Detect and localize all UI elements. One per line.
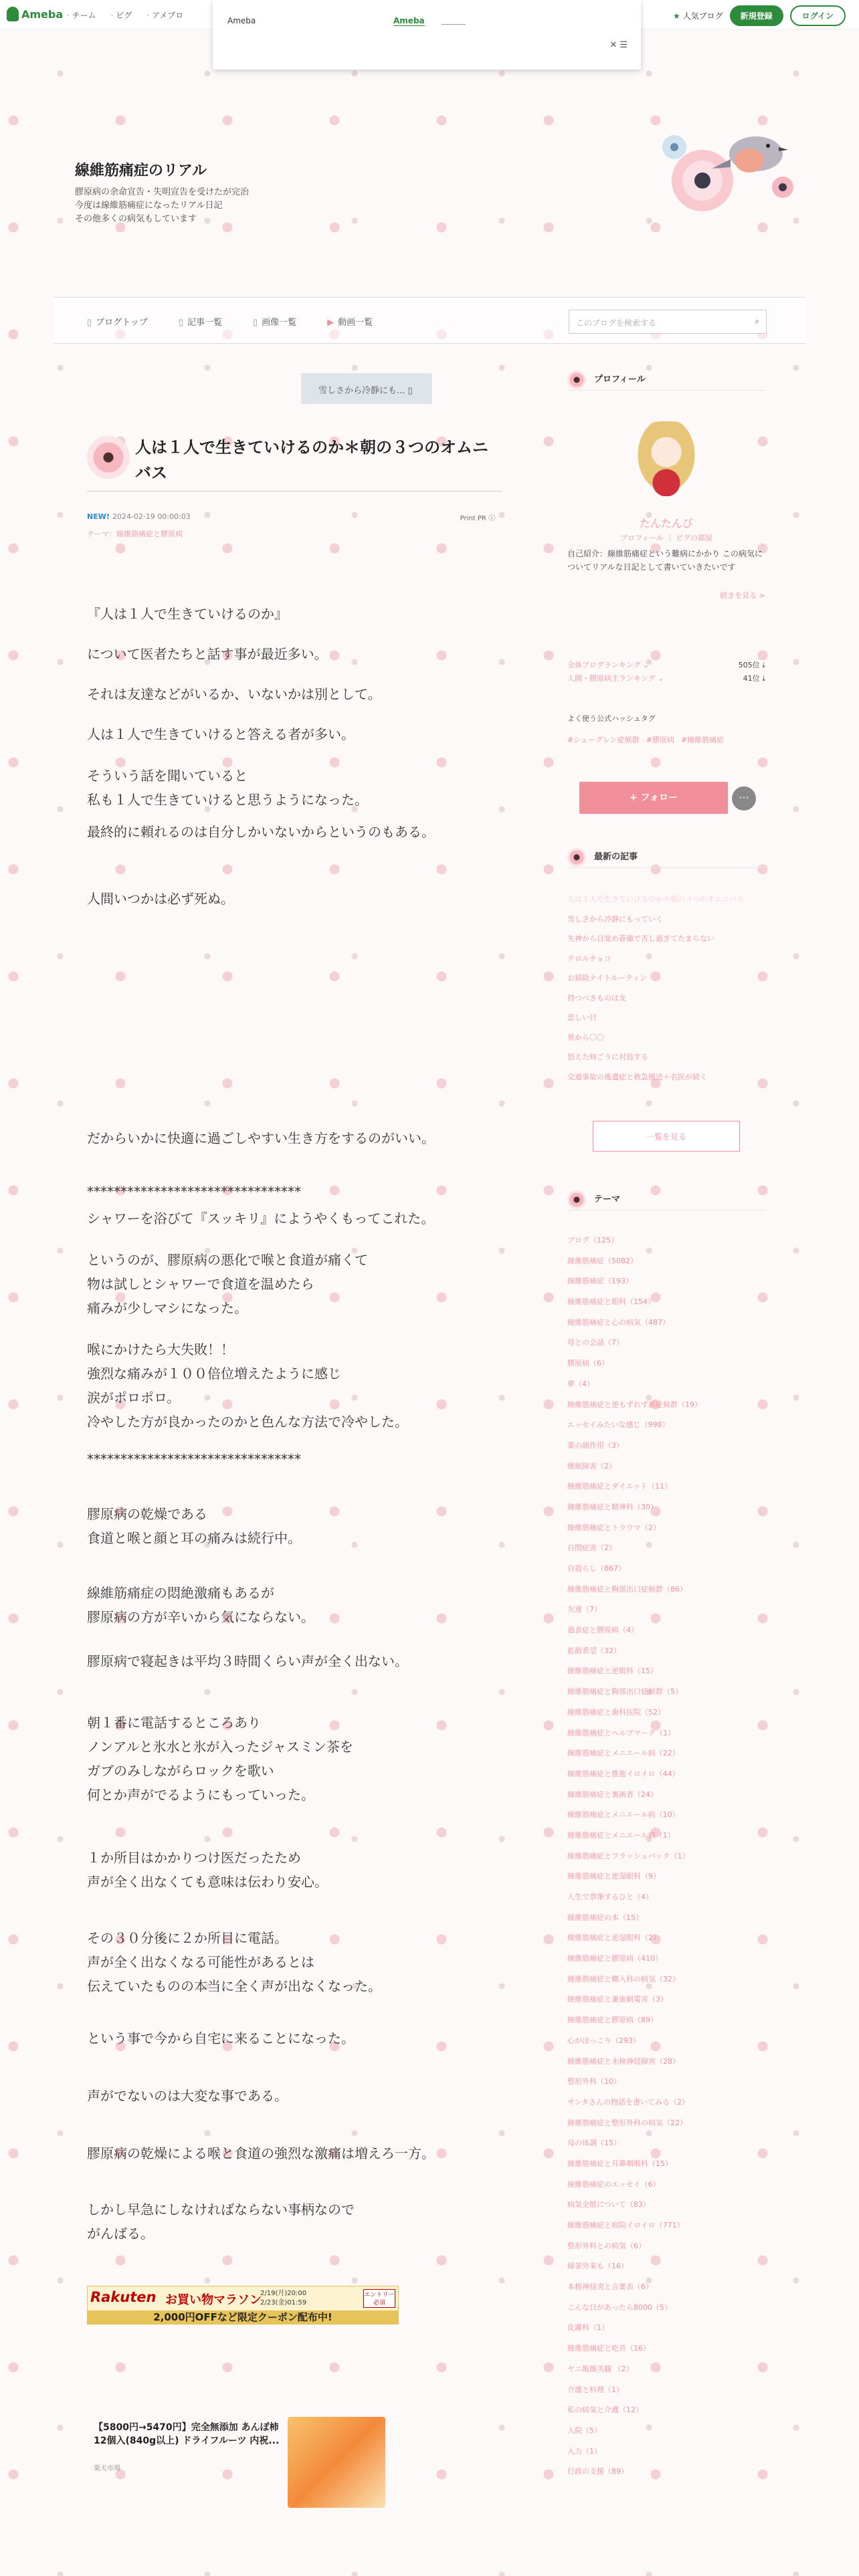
- entry-paragraph: 膠原病で寝起きは平均３時間くらい声が全く出ない。: [87, 1653, 408, 1669]
- theme-item[interactable]: 線維筋痛症と吃音（16）: [567, 2344, 650, 2353]
- top-right-actions: [673, 5, 846, 26]
- banner-coupon: 2,000円OFFなど限定クーポン配布中!: [88, 2311, 398, 2324]
- theme-item[interactable]: 線維筋痛症とトラウマ（2）: [567, 1523, 660, 1532]
- theme-item[interactable]: 線維筋痛症と胸部出口症候群（86）: [567, 1584, 687, 1594]
- theme-item[interactable]: ヤニ飯顔美観 （2）: [567, 2364, 634, 2373]
- theme-item[interactable]: 自殺らし（867）: [567, 1564, 626, 1573]
- theme-item[interactable]: 線維筋痛症と推進イロイロ（44）: [567, 1769, 680, 1778]
- nav-label: 動画一覧: [338, 318, 373, 328]
- rakuten-logo: Rakuten: [90, 2289, 157, 2305]
- theme-item[interactable]: 入生で恭筆するひと（4）: [567, 1893, 653, 1901]
- rakuten-banner[interactable]: [87, 2286, 399, 2325]
- login-button[interactable]: ログイン: [790, 5, 846, 26]
- hashtag-heading: よく使う公式ハッシュタグ: [567, 714, 656, 723]
- recent-entry[interactable]: テロルチョコ: [567, 954, 611, 963]
- theme-item[interactable]: 線維筋痛症とフラッシュバック（1）: [567, 1851, 690, 1860]
- register-button[interactable]: 新規登録: [730, 5, 783, 26]
- rank-label: 人間・膠原病主ランキング ⌄: [567, 674, 664, 683]
- entry-paragraph: 膠原病の乾燥による喉と食道の強烈な激痛は増えろ一方。: [87, 2145, 435, 2161]
- theme-item[interactable]: 線維筋痛症とメニエール病（10）: [567, 1810, 680, 1820]
- popup-close-icon[interactable]: ✕ ☰: [609, 40, 628, 50]
- hashtag[interactable]: #線維筋痛症: [680, 736, 725, 744]
- recent-heading: 最新の記事: [567, 847, 765, 868]
- theme-item[interactable]: 線維筋痛症と逆湿眼科（9）: [567, 1872, 660, 1881]
- entry-meta: [87, 512, 191, 521]
- hashtag[interactable]: #シェーグレン症候群: [567, 736, 640, 744]
- banner-date-end: 2/23(金)01:59: [260, 2299, 307, 2306]
- banner-campaign: お買い物マラソン: [165, 2293, 262, 2307]
- search-icon[interactable]: ⌕: [755, 316, 759, 326]
- theme-item[interactable]: 緑茶外来も（16）: [567, 2262, 628, 2271]
- notice-icon: ▯: [407, 386, 413, 396]
- follow-more-button[interactable]: ···: [732, 786, 756, 811]
- blog-header: [54, 80, 805, 301]
- entry-paragraph: １か所目はかかりつけ医だったため 声が全く出なくても意味は伝わり安心。: [87, 1850, 328, 1890]
- profile-more-link[interactable]: 続きを見る >: [720, 591, 765, 600]
- hashtag[interactable]: #膠原病: [646, 736, 674, 744]
- title-divider: [87, 491, 502, 492]
- video-icon: ▶: [327, 318, 335, 328]
- recent-entries: [567, 889, 765, 1087]
- entry-paragraph: というのが、膠原病の悪化で喉と食道が痛くて 物は試しとシャワーで食道を温めたら 痛みが少しマシになった。: [87, 1252, 368, 1316]
- theme-item[interactable]: 線維筋痛症と裏画者（24）: [567, 1790, 658, 1799]
- entry-paragraph: 線維筋痛症の悶絶激痛もあるが 膠原病の方が辛いから気にならない。: [87, 1585, 314, 1625]
- ameba-popup: [213, 0, 641, 70]
- theme-prefix: テーマ：: [87, 530, 116, 538]
- theme-item[interactable]: 線維筋痛症と逆眼科（15）: [567, 1667, 658, 1676]
- popup-title: Ameba: [227, 16, 256, 25]
- entry-author-icon: [87, 436, 130, 479]
- blog-search-input[interactable]: [569, 310, 767, 334]
- home-icon: ▯: [87, 318, 92, 328]
- theme-item[interactable]: 線維筋痛症の本（15）: [567, 1913, 643, 1922]
- entry-paragraph: 朝１番に電話するところあり ノンアルと氷水と氷が入ったジャスミン茶を ガブのみしながらロックを歌い 何とか声がでるようにもっていった。: [87, 1715, 353, 1803]
- theme-item[interactable]: 線維筋痛症とメニエール病（22）: [567, 1749, 680, 1758]
- recent-entry[interactable]: 失神から目覚め蒼備で苦し過ぎてたまらない: [567, 934, 714, 943]
- banner-date-start: 2/19(月)20:00: [260, 2290, 307, 2297]
- theme-item[interactable]: 線維筋痛症と精神科（30）: [567, 1502, 658, 1511]
- recent-entry[interactable]: 持つべきものは友: [567, 993, 626, 1002]
- popup-link[interactable]: Ameba: [393, 16, 425, 25]
- theme-item[interactable]: 母との会話（7）: [567, 1338, 624, 1348]
- theme-item[interactable]: 睡眠障害（2）: [567, 1461, 616, 1471]
- entry-paragraph: という事で今から自宅に来ることになった。: [87, 2030, 355, 2046]
- recent-entry[interactable]: 異から〇〇: [567, 1033, 604, 1042]
- rank-value: 41位 ⤓: [743, 674, 765, 683]
- recent-entry[interactable]: 雪しさから冷静にもっていく: [567, 914, 663, 924]
- theme-item[interactable]: 介護と料理（1）: [567, 2385, 624, 2394]
- theme-item[interactable]: 線維筋痛症とヘルプマーク（1）: [567, 1728, 675, 1737]
- theme-item[interactable]: 線維筋痛症と購入科の病気（32）: [567, 1974, 680, 1983]
- search-placeholder: このブログを検索する: [576, 318, 657, 328]
- notice-text: 雪しさから冷静にも...: [318, 386, 405, 396]
- theme-item[interactable]: 線維筋痛症と歯科医院（52）: [567, 1707, 665, 1717]
- top-nav-ameblo[interactable]: · アメブロ: [147, 9, 183, 21]
- theme-item[interactable]: 整形外科（10）: [567, 2077, 621, 2086]
- theme-item[interactable]: 線維筋痛症と胸部出口症候群（5）: [567, 1687, 682, 1697]
- theme-item[interactable]: 行政の支援（89）: [567, 2467, 628, 2476]
- theme-item[interactable]: ブログ（125）: [567, 1236, 618, 1245]
- theme-item[interactable]: 線維筋痛症と未検神経障害（28）: [567, 2056, 680, 2066]
- top-nav-pigg[interactable]: · ピグ: [111, 9, 132, 21]
- follow-button[interactable]: + フォロー: [579, 782, 728, 814]
- new-badge: NEW!: [87, 512, 110, 521]
- theme-item[interactable]: 線維筋痛症と整形外科の病気（22）: [567, 2118, 687, 2127]
- theme-list: [567, 1230, 765, 2482]
- nav-label: 記事一覧: [187, 318, 222, 328]
- entry-paragraph: しかし早急にしなければならない事柄なので がんばる。: [87, 2202, 355, 2242]
- recent-entry[interactable]: お掃除ナイトルーティン: [567, 974, 648, 982]
- entry-paragraph: だからいかに快適に過ごしやすい生き方をするのがいい。: [87, 1130, 435, 1146]
- entry-paragraph: そういう話を聞いていると 私も１人で生きていけると思うようになった。: [87, 768, 368, 808]
- nav-label: ブログトップ: [96, 318, 148, 328]
- entry-paragraph: 人は１人で生きていけると答える者が多い。: [87, 726, 355, 742]
- theme-item[interactable]: サンタさんの物語を書いてみる（2）: [567, 2097, 690, 2107]
- blog-description-line: 膠原病の余命宣告・失明宣告を受けたが完治: [75, 187, 250, 197]
- theme-item[interactable]: 線維筋痛症とメニエール病（1）: [567, 1830, 675, 1840]
- entry-paragraph: 喉にかけたら大失敗！！ 強烈な痛みが１００倍位増えたように感じ 涙がポロポロ。 冷やした方が良かったのかと色んな方法で冷やした。: [87, 1341, 408, 1430]
- entry-paragraph: 声がでないのは大変な事である。: [87, 2088, 288, 2104]
- product-ad[interactable]: [87, 2394, 399, 2508]
- rank-value: 505位 ⤓: [738, 661, 765, 669]
- entry-paragraph: 膠原病の乾燥である 食道と喉と顔と耳の痛みは続行中。: [87, 1506, 301, 1546]
- view-list-button[interactable]: 一覧を見る: [593, 1121, 740, 1152]
- theme-item[interactable]: エッセイみたいな感じ（998）: [567, 1420, 670, 1430]
- theme-heading: テーマ: [567, 1189, 765, 1210]
- entry-date: 2024-02-19 00:00:03: [112, 512, 191, 521]
- profile-name[interactable]: たんたんび: [639, 517, 693, 530]
- entry-column: [87, 361, 502, 2501]
- theme-item[interactable]: 線維筋痛症と眼科（154）: [567, 1297, 655, 1307]
- theme-item[interactable]: 心がほっこり（293）: [567, 2036, 640, 2045]
- notice-bar[interactable]: [301, 373, 432, 404]
- ameba-logo-text: Ameba: [21, 7, 64, 21]
- theme-item[interactable]: 線維筋痛症とダイエット（11）: [567, 1482, 672, 1491]
- theme-item[interactable]: 自閉症害（2）: [567, 1543, 616, 1553]
- blog-description-line: その他多くの病気もしています: [75, 214, 197, 224]
- theme-item[interactable]: 入力（1）: [567, 2446, 601, 2456]
- banner-entry-badge: エントリー必須: [363, 2289, 395, 2308]
- recent-entry[interactable]: 交通事故の後遺症と救急搬送＋名医が続く: [567, 1072, 707, 1081]
- recent-entry[interactable]: 怒えた時ごうに対処する: [567, 1053, 648, 1061]
- theme-item[interactable]: 本格神経炎と言葉表（6）: [567, 2282, 653, 2292]
- entry-paragraph: シャワーを浴びて『スッキリ』にようやくもってこれた。: [87, 1210, 435, 1226]
- top-nav: [67, 9, 183, 21]
- ameba-logo[interactable]: [7, 7, 63, 21]
- rank-genre[interactable]: [567, 673, 765, 683]
- theme-item[interactable]: 母の体調（15）: [567, 2139, 621, 2148]
- blog-description: [75, 186, 249, 226]
- theme-item[interactable]: 線維筋痛症と逆もずれず新症候群（19）: [567, 1400, 702, 1409]
- image-icon: ▯: [252, 318, 258, 328]
- recent-entry[interactable]: 恋しい日: [567, 1013, 597, 1022]
- ad-product-image[interactable]: [288, 2417, 385, 2508]
- entry-paragraph: 『人は１人で生きていけるのか』: [87, 606, 288, 622]
- recent-entry[interactable]: 人は１人で生きていけるのか＊朝の３つのオムニバス: [567, 895, 744, 903]
- entry-paragraph: その３０分後に２か所目に電話。 声が全く出なくなる可能性があるとは 伝えていたものの本当に全く声が出なくなった。: [87, 1930, 381, 1994]
- theme-item[interactable]: 病気全般について（83）: [567, 2200, 650, 2210]
- theme-item[interactable]: 薬の副作用（3）: [567, 1440, 624, 1450]
- theme-item[interactable]: 膠原病（6）: [567, 1359, 609, 1368]
- theme-item[interactable]: 線維筋痛症と膠原病（89）: [567, 2016, 658, 2025]
- ameba-logo-icon: [7, 7, 19, 21]
- theme-link[interactable]: 線維筋痛症と膠原病: [116, 530, 183, 538]
- blog-title[interactable]: 線維筋痛症のリアル: [75, 163, 207, 179]
- profile-heading: プロフィール: [567, 369, 765, 391]
- theme-item[interactable]: 友達（7）: [567, 1605, 601, 1614]
- theme-item[interactable]: 入院（5）: [567, 2426, 601, 2435]
- profile-avatar[interactable]: [634, 421, 698, 496]
- entry-paragraph: 人間いつかは必ず死ぬ。: [87, 891, 234, 907]
- nav-image-list[interactable]: [253, 315, 296, 328]
- entry-paragraph: について医者たちと話す事が最近多い。: [87, 646, 328, 662]
- theme-item[interactable]: 線維筋痛症（5082）: [567, 1256, 638, 1265]
- blog-description-line: 今度は線維筋痛症になったリアル日記: [75, 201, 223, 211]
- theme-item[interactable]: 拡散希望（32）: [567, 1646, 621, 1655]
- banner-dates: [260, 2289, 306, 2308]
- hashtag-list: [567, 734, 724, 745]
- entry-paragraph: それは友達などがいるか、いないかは別として。: [87, 686, 381, 702]
- sidebar: [567, 369, 765, 2509]
- theme-item[interactable]: こんな日があったら8000（5）: [567, 2302, 672, 2312]
- theme-item[interactable]: 線維筋痛症のエッセイ（6）: [567, 2179, 660, 2189]
- theme-item[interactable]: 皮膚科（1）: [567, 2323, 609, 2333]
- entry-theme: [87, 528, 183, 539]
- profile-description: 自己紹介：線維筋痛症という難病にかかり この病気についてリアルな日記として書いていきたいです: [567, 549, 763, 572]
- ad-title[interactable]: 【5800円→5470円】完全無添加 あんぽ柿 12個入(840g以上) ドライフルーツ 内祝...: [94, 2422, 280, 2446]
- ad-shop: 楽天市場: [94, 2465, 120, 2472]
- theme-item[interactable]: 線維筋痛症（193）: [567, 1277, 633, 1286]
- blog-nav-bar: [54, 297, 805, 344]
- theme-item[interactable]: 私の病気と介護（12）: [567, 2405, 643, 2415]
- theme-item[interactable]: 過食症と膠原病（4）: [567, 1626, 638, 1635]
- theme-item[interactable]: 線維筋痛症と兼歯網電害（3）: [567, 1995, 668, 2004]
- entry-title[interactable]: 人は１人で生きていけるのか＊朝の３つのオムニバス: [135, 438, 488, 482]
- theme-item[interactable]: 夢（4）: [567, 1379, 594, 1388]
- rank-label: 全体ブログランキング ⌄: [567, 661, 650, 669]
- top-nav-team[interactable]: · チーム: [67, 9, 96, 21]
- theme-item[interactable]: 線維筋痛症と逆湿眼科（2）: [567, 1933, 660, 1943]
- nav-entry-list[interactable]: [179, 315, 222, 328]
- theme-item[interactable]: 整形外科との病気（6）: [567, 2241, 646, 2250]
- rank-overall[interactable]: [567, 659, 765, 670]
- nav-video-list[interactable]: [327, 315, 373, 328]
- nav-blog-top[interactable]: [87, 315, 148, 328]
- bird-flower-illustration: [656, 107, 803, 214]
- theme-item[interactable]: 線維筋痛症と心の病気（487）: [567, 1317, 670, 1327]
- entry-separator: ********************************: [87, 1184, 301, 1200]
- theme-item[interactable]: 線維筋痛症と病院イロイロ（771）: [567, 2221, 684, 2230]
- entry-paragraph: 最終的に頼れるのは自分しかいないからというのもある。: [87, 824, 435, 840]
- popup-divider: [442, 24, 466, 25]
- popular-blog-link[interactable]: ★ 人気ブログ: [673, 10, 723, 21]
- print-pr-label: Print PR ⓘ: [460, 515, 495, 522]
- nav-label: 画像一覧: [262, 318, 297, 328]
- blog-nav-items: [87, 315, 373, 328]
- profile-links[interactable]: プロフィール ｜ ピグの部屋: [620, 534, 712, 542]
- theme-item[interactable]: 線維筋痛症と耳鼻咽喉科（15）: [567, 2159, 672, 2168]
- theme-item[interactable]: 線維筋痛症と膠原病（410）: [567, 1954, 662, 1963]
- entry-separator: ********************************: [87, 1451, 301, 1467]
- document-icon: ▯: [178, 318, 183, 328]
